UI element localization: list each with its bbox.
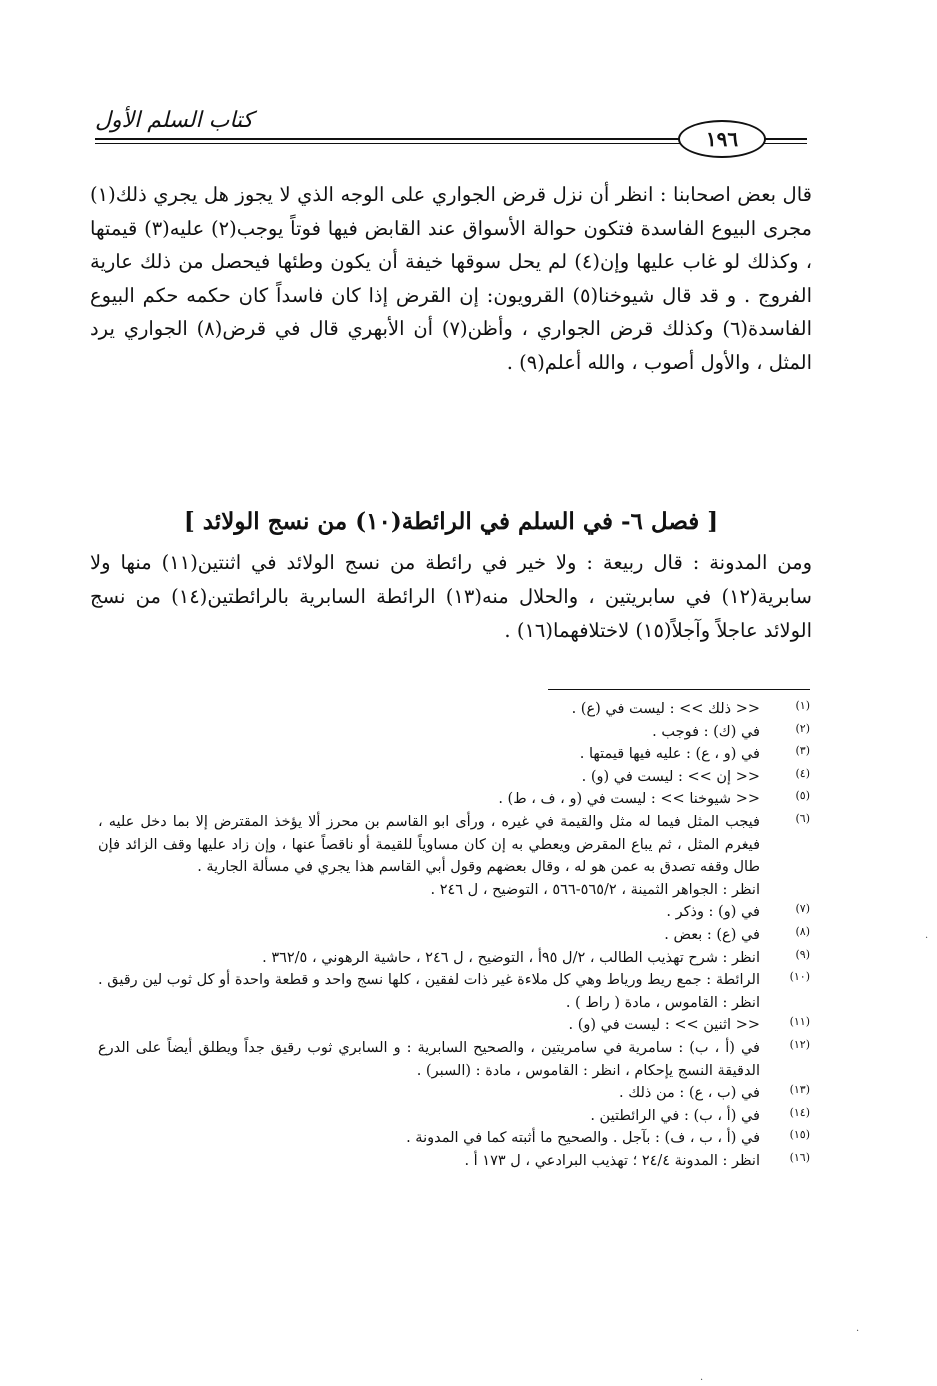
footnote: [98, 1014, 810, 1037]
footnote-number: (٢): [795, 721, 810, 735]
footnote: [98, 766, 810, 789]
footnote-text: في (أ ، ب) : في الرائطتين .: [590, 1107, 760, 1124]
footnote: [98, 788, 810, 811]
footnote-number: (١٤): [789, 1105, 810, 1119]
footnote-number: (٩): [795, 947, 810, 961]
scan-speck: ·: [856, 1326, 860, 1337]
footnote-text: فيجب المثل فيما له مثل والقيمة في غيره ، ورأى ابو القاسم بن محرز ألا يؤخذ المقترض إلا بما دخل عليه ، فيغرم المثل ، ثم يباع المقرض ويعطي به إن كان مساوياً للقيمة أو ناقصاً عنها ، وإن زاد عليها وقف الزائد فإن طال وقفه تصدق به عمن هو له ، وقال بعضهم وقول أبي القاسم هذا يجري في مسألة الجارية .: [98, 813, 760, 876]
footnote-number: (١٥): [789, 1128, 810, 1142]
footnote-number: (٦): [795, 811, 810, 825]
section-paragraph-block: [90, 546, 812, 648]
footnote-separator: [548, 689, 810, 690]
footnote-number: (١): [795, 699, 810, 712]
footnote-text: في (أ ، ب ، ف) : بآجل . والصحيح ما أثبته كما في المدونة .: [406, 1130, 760, 1147]
footnote-text: << إن >> : ليست في (و) .: [581, 768, 760, 785]
footnote: [98, 1105, 810, 1128]
page-number: ١٩٦: [678, 120, 766, 158]
footnote: [98, 1037, 810, 1082]
footnote: [98, 924, 810, 947]
running-title: كتاب السلم الأول: [95, 108, 254, 133]
footnote-text: في (و ، ع) : عليه فيها قيمتها .: [579, 746, 760, 763]
footnote-text: << شيوخنا >> : ليست في (و ، ف ، ط) .: [498, 791, 760, 808]
footnote: [98, 721, 810, 744]
footnote-number: (٤): [795, 766, 810, 780]
footnote: [98, 969, 810, 1014]
footnote-number: (١٢): [789, 1037, 810, 1051]
footnote: [98, 947, 810, 970]
main-paragraph: قال بعض اصحابنا : انظر أن نزل قرض الجواري على الوجه الذي لا يجوز هل يجري ذلك(١) مجرى البيوع الفاسدة فتكون حوالة الأسواق عند القابض فيها فوتاً يوجب(٢) عليه(٣) قيمتها ، وكذلك لو غاب عليها وإن(٤) لم يحل سوقها خيفة أن يكون وطئها فيحصل من ذلك عارية الفروج . و قد قال شيوخنا(٥) القرويون: إن القرض إذا كان فاسداً كان حكمه حكم البيوع الفاسدة(٦) وكذلك قرض الجواري ، وأظن(٧) أن الأبهري قال في قرض(٨) الجواري يرد المثل ، والأول أصوب ، والله أعلم(٩) .: [90, 183, 813, 374]
footnote-text: انظر : المدونة ٢٤/٤ ؛ تهذيب البرادعي ، ل ١٧٣ أ .: [464, 1152, 760, 1169]
footnote-number: (٥): [795, 789, 810, 803]
footnote-number: (٣): [795, 744, 810, 758]
footnote-number: (١٦): [789, 1150, 810, 1164]
footnote-number: (٧): [795, 902, 810, 916]
footnote-text: << اثنين >> : ليست في (و) .: [568, 1017, 760, 1034]
footnote-text: الرائطة : جمع ريط ورياط وهي كل ملاءة غير ذات لفقين ، كلها نسج واحد و قطعة واحدة أو كل ثوب لين رقيق . انظر : القاموس ، مادة ( راط ) .: [98, 972, 760, 1011]
main-paragraph-block: [90, 178, 812, 379]
footnote-text: في (و) : وذكر .: [666, 904, 760, 921]
footnotes-list: [98, 698, 810, 1172]
scan-speck: ·: [925, 933, 929, 944]
footnote-text: انظر : شرح تهذيب الطالب ، ٢/ل ٩٥أ ، التوضيح ، ل ٢٤٦ ، حاشية الرهوني ، ٣٦٢/٥ .: [262, 949, 760, 966]
footnote-text: انظر : الجواهر الثمينة ، ٥٦٥/٢-٥٦٦ ، التوضيح ، ل ٢٤٦ .: [430, 881, 760, 898]
footnote: [98, 1082, 810, 1105]
footnote-text: في (أ ، ب) : سامرية في سامريتين ، والصحيح السابرية : و السابري ثوب رقيق جداً ويطلق أيضاً على الدرع الدقيقة النسج يإحكام ، انظر : القاموس ، مادة : (السبر) .: [98, 1039, 760, 1079]
footnote: [98, 1127, 810, 1150]
footnote-number: (٨): [795, 924, 810, 938]
footnote-number: (١١): [789, 1015, 810, 1029]
section-heading: [ فصل ٦- في السلم في الرائطة(١٠) من نسج الولائد ]: [183, 508, 719, 535]
footnote: [98, 743, 810, 766]
footnote: [98, 811, 810, 901]
footnote-number: (١٠): [789, 970, 810, 984]
footnote-number: (١٣): [789, 1083, 810, 1097]
footnote-text: << ذلك >> : ليست في (ع) .: [571, 701, 760, 717]
footnote: [98, 1150, 810, 1173]
footnote-text: في (ع) : بعض .: [664, 926, 760, 943]
scan-speck: ·: [700, 1375, 704, 1386]
footnote: [98, 698, 810, 721]
footnote-text: في (ب ، ع) : من ذلك .: [619, 1085, 760, 1102]
footnote: [98, 901, 810, 924]
footnote-text: في (ك) : فوجب .: [652, 723, 760, 740]
section-paragraph: ومن المدونة : قال ربيعة : ولا خير في رائطة من نسج الولائد في اثنتين(١١) منها ولا سابرية(١٢) في سابريتين ، والحلال منه(١٣) الرائطة السابرية بالرائطتين(١٤) من نسج الولائد عاجلاً وآجلاً(١٥) لاختلافهما(١٦) .: [90, 551, 812, 642]
